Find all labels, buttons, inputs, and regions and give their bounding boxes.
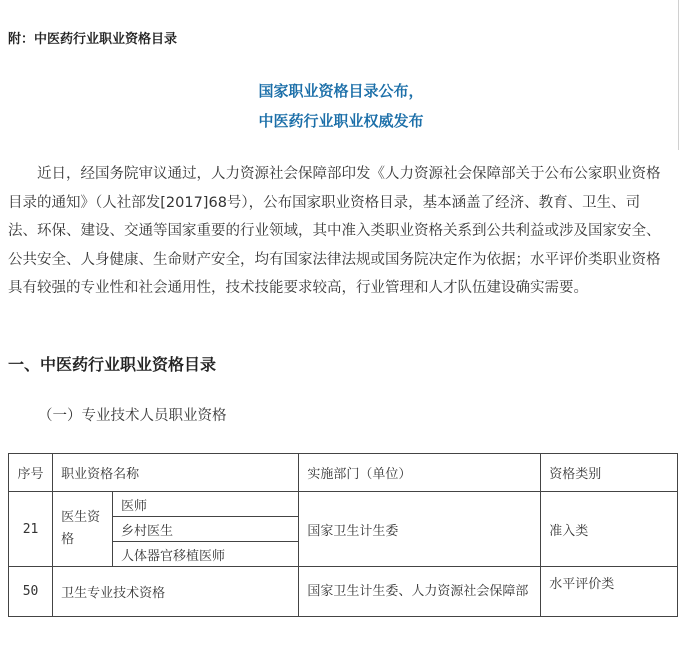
row-item: 乡村医生: [112, 517, 298, 542]
row-dept: 国家卫生计生委、人力资源社会保障部: [299, 567, 541, 617]
row-category: 水平评价类: [541, 567, 678, 617]
sub-heading: （一）专业技术人员职业资格: [38, 408, 227, 424]
row-dept: 国家卫生计生委: [299, 492, 541, 567]
qualification-table: [8, 453, 678, 617]
row-group-name: 医生资格: [53, 492, 113, 567]
headline-line-1: 国家职业资格目录公布，: [258, 82, 424, 100]
row-seq: 50: [9, 567, 53, 617]
header-category: 资格类别: [541, 454, 678, 492]
section-heading: 一、中医药行业职业资格目录: [8, 355, 217, 374]
appendix-label: 附：中医药行业职业资格目录: [8, 32, 178, 47]
header-name: 职业资格名称: [53, 454, 299, 492]
table-header-row: [9, 454, 678, 492]
header-seq: 序号: [9, 454, 53, 492]
row-category: 准入类: [541, 492, 678, 567]
row-item: 人体器官移植医师: [112, 542, 298, 567]
row-item: 医师: [112, 492, 298, 517]
table-row: [9, 492, 678, 517]
row-seq: 21: [9, 492, 53, 567]
header-dept: 实施部门（单位）: [299, 454, 541, 492]
row-name: 卫生专业技术资格: [53, 567, 299, 617]
intro-paragraph: 近日，经国务院审议通过，人力资源社会保障部印发《人力资源社会保障部关于公布公家职业资格目录的通知》（人社部发[2017]68号），公布国家职业资格目录，基本涵盖了经济、教育、卫生、司法、环保、建设、交通等国家重要的行业领域，其中准入类职业资格关系到公共利益或涉及国家安全、公共安全、人身健康、生命财产安全，均有国家法律法规或国务院决定作为依据；水平评价类职业资格具有较强的专业性和社会通用性，技术技能要求较高，行业管理和人才队伍建设确实需要。: [8, 166, 661, 296]
table-row: [9, 567, 678, 617]
headline-line-2: 中医药行业职业权威发布: [258, 112, 424, 130]
